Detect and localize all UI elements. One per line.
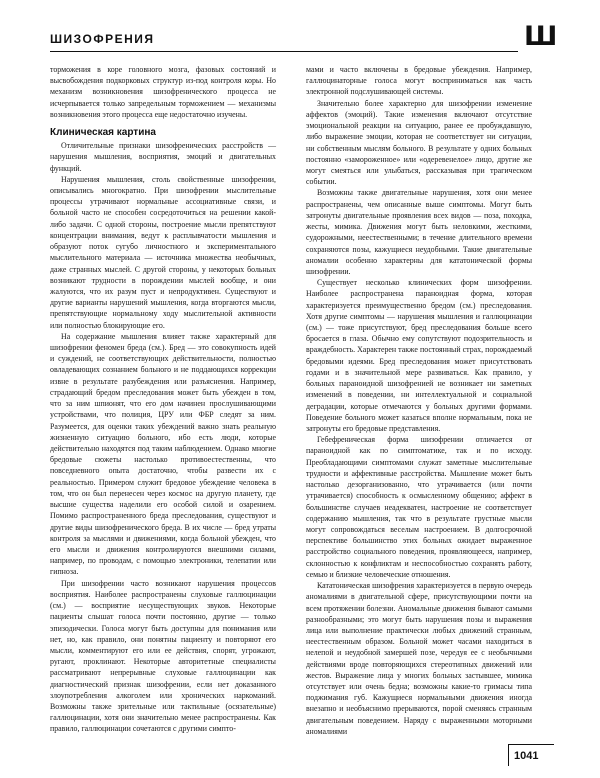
paragraph: При шизофрении часто возникают нарушения процессов восприятия. Наиболее распространены слуховые галлюцинации (см.) — восприятие несуществующих звуков. Некоторые пациенты слышат голоса почти постоянно, другие — только эпизодически. Голоса могут быть доступны для понимания или нет, но, как правило, они понятны пациенту и повторяют его мысли, комментируют его или ее действия, спорят, угрожают, ругают, проклинают. Некоторые авторитетные специалисты рассматривают непрерывные слуховые галлюцинации как диагностический признак шизофрении, если нет доказанного злоупотребления алкоголем или хронических наркоманий. Возможны также зрительные или тактильные (осязательные) галлюцинации, хотя они значительно менее распространены. Как правило, галлюцинации сочетаются с другими симпто- bbox=[50, 578, 276, 734]
paragraph: Значительно более характерно для шизофрении изменение аффектов (эмоций). Такие изменения включают отсутствие эмоциональной реакции на ситуацию, ранее ее пробуждавшую, либо выражение эмоции, которая не соответствует ни ситуации, ни собственным мыслям больного. В результате у одних больных постоянно «замороженное» или «одеревенелое» лицо, другие же могут смеяться или улыбаться, рассказывая при трагическом событии. bbox=[306, 98, 532, 187]
paragraph: Нарушения мышления, столь свойственные шизофрении, описывались многократно. При шизофрении мыслительные процессы утрачивают нормальные ассоциативные связи, и больной часто не способен сосредоточиться на решении какой-либо задачи. С одной стороны, построение мысли препятствуют концентрации внимания, ведут к расплывчатости мышления и образуют поток сугубо личностного и экспериментального мыслительного материала — источника множества необычных, даже странных мыслей. С другой стороны, у некоторых больных возникают трудности в порождении мыслей вообще, и они жалуются, что их разум пуст и непродуктивен. Существуют и другие варианты нарушений мышления, когда вторгаются мысли, препятствующие нормальному ходу мыслительной активности или полностью блокирующие его. bbox=[50, 174, 276, 330]
left-column bbox=[50, 64, 276, 735]
header-rule bbox=[50, 51, 518, 52]
right-column bbox=[306, 64, 532, 737]
running-header-title: ШИЗОФРЕНИЯ bbox=[50, 32, 155, 46]
paragraph: мами и часто включены в бредовые убеждения. Например, галлюцинаторные голоса могут восприниматься как часть электронной подслушивающей системы. bbox=[306, 65, 532, 97]
paragraph: Существует несколько клинических форм шизофрении. Наиболее распространена параноидная форма, которая характеризуется преимущественно бредом (см.) преследования. Хотя другие симптомы — нарушения мышления и галлюцинации (см.) — тоже присутствуют, бред преследования больше всего бросается в глаза. Обычно ему сопутствуют подозрительность и враждебность. Характерен также постоянный страх, порождаемый бредовыми идеями. Бред преследования может присутствовать годами и в значительной мере развиваться. Как правило, у больных параноидной шизофренией не возникает ни заметных изменений в поведении, ни интеллектуальной и социальной деградации, которые отмечаются у больных другими формами. Поведение больного может казаться вполне нормальным, пока не затронуты его бредовые представления. bbox=[306, 278, 532, 433]
paragraph: На содержание мышления влияет также характерный для шизофрении феномен бреда (см.). Бред — это совокупность идей и суждений, не соответствующих действительности, полностью овладевающих сознанием больного и не поддающихся коррекции извне в результате разубеждения или разъяснения. Например, страдающий бредом преследования может быть убежден в том, что за ним шпионят, что его дом начинен прослушивающими устройствами, что полиция, ЦРУ или ФБР следят за ним. Разумеется, для оценки таких убеждений важно знать реальную жизненную ситуацию больного, ибо есть люди, которые действительно находятся под таким наблюдением. Однако многие бредовые сюжеты настолько противоестественны, что повседневного опыта достаточно, чтобы развести их с реальностью. Примером служит бредовое убеждение человека в том, что он был перенесен через космос на другую планету, где высшие существа наделили его особой силой и озарением. Помимо распространенного бреда преследования, существуют и другие виды шизофренического бреда. В их числе — бред утраты контроля за мыслями и движениями, когда больной убежден, что его мысли и движения контролируются внешними силами, например, по проводам, с помощью электроники, телепатии или гипноза. bbox=[50, 331, 276, 577]
paragraph: Гебефреническая форма шизофрении отличается от параноидной как по симптоматике, так и по исходу. Преобладающими симптомами служат заметные мыслительные трудности и аффективные расстройства. Мышление может быть настолько дезорганизованно, что утрачивается (или почти утрачивается) способность к осмысленному общению; аффект в большинстве случаев неадекватен, настроение не соответствует содержанию мышления, так что в результате грустные мысли могут сопровождаться веселым настроением. В долгосрочной перспективе большинство этих больных ожидает выраженное расстройство социального поведения, проявляющееся, например, склонностью к конфликтам и неспособностью сохранять работу, семью и близкие человеческие отношения. bbox=[306, 435, 532, 579]
section-heading: Клиническая картина bbox=[50, 127, 156, 139]
continuation-paragraph: торможения в коре головного мозга, фазовых состояний и высвобождения подкорковых структур из-под контроля коры. Но механизм возникновения шизофренического процесса не исчерпывается только запредельным торможением — механизмы возникновения этого процесса еще недостаточно изучены. bbox=[50, 65, 276, 119]
page-number-divider bbox=[508, 744, 509, 766]
page-number-rule bbox=[508, 744, 554, 745]
thumb-index-letter: Ш bbox=[524, 21, 558, 52]
paragraph: Отличительные признаки шизофренических расстройств — нарушения мышления, восприятия, эмоций и двигательных функций. bbox=[50, 141, 276, 173]
paragraph: Кататоническая шизофрения характеризуется в первую очередь аномалиями в двигательной сфере, присутствующими почти на всем протяжении болезни. Аномальные движения бывают самыми разнообразными; это могут быть нарушения позы и выражения лица или выполнение практически любых движений странным, неестественным образом. Больной может часами находиться в нелепой и неудобной замершей позе, чередуя ее с необычными действиями вроде повторяющихся стереотипных движений или жестов. Выражение лица у многих больных застывшее, мимика отсутствует или очень бедна; возможны какие-то гримасы типа поджимания губ. Кажущиеся нормальными движения иногда внезапно и необъяснимо прерываются, порой сменяясь странным двигательным поведением. Наряду с выраженными моторными аномалиями bbox=[306, 581, 532, 736]
page-number: 1041 bbox=[514, 750, 539, 762]
paragraph: Возможны также двигательные нарушения, хотя они менее распространены, чем описанные выше симптомы. Могут быть затронуты двигательные проявления всех видов — поза, походка, жесты, мимика. Движения могут быть неловкими, жесткими, судорожными, неестественными; в течение длительного времени сохраняются позы, кажущиеся неудобными. Такие двигательные аномалии особенно характерны для кататонической формы шизофрении. bbox=[306, 188, 532, 276]
